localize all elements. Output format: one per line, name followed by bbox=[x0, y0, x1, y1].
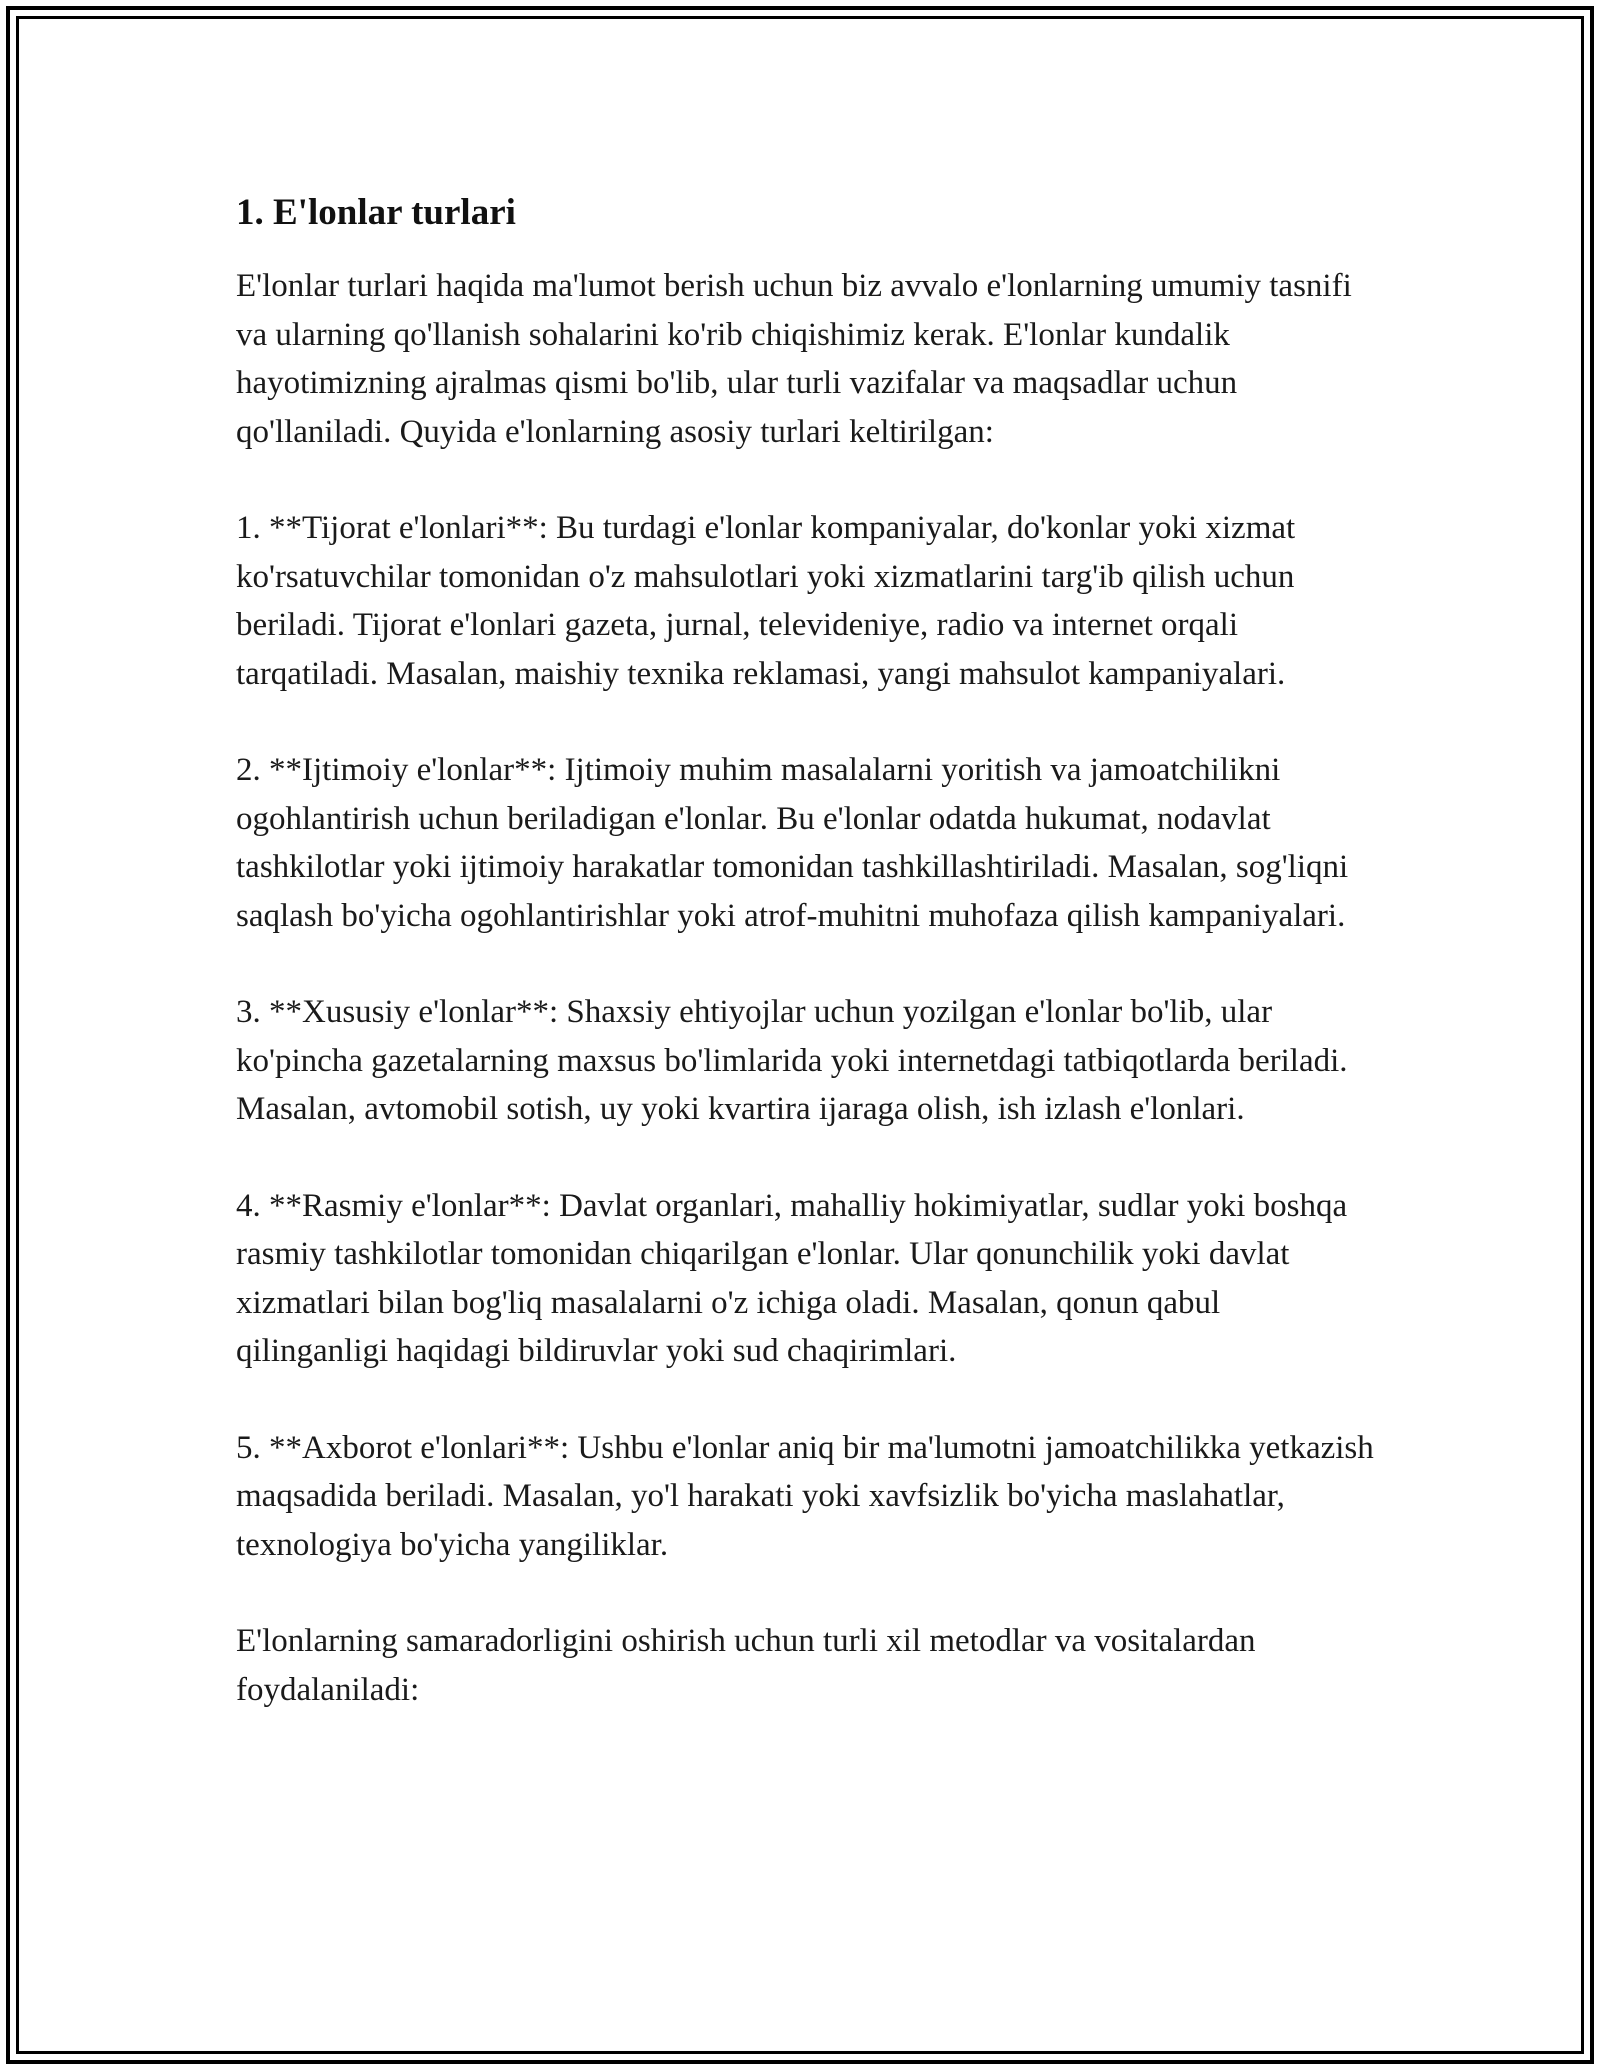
closing-paragraph: E'lonlarning samaradorligini oshirish uchun turli xil metodlar va vositalardan foydalaniladi: bbox=[236, 1623, 1256, 1708]
intro-paragraph: E'lonlar turlari haqida ma'lumot berish uchun biz avvalo e'lonlarning umumiy tasnifi va ularning qo'llanish sohalarini ko'rib chiqishimiz kerak. E'lonlar kundalik hayotimizning ajralmas qismi bo'lib, ular turli vazifalar va maqsadlar uchun qo'llaniladi. Quyida e'lonlarning asosiy turlari keltirilgan: bbox=[236, 268, 1352, 450]
section-heading: 1. E'lonlar turlari bbox=[236, 192, 516, 233]
list-item-information-ads: 5. **Axborot e'lonlari**: Ushbu e'lonlar aniq bir ma'lumotni jamoatchilikka yetkazish maqsadida beriladi. Masalan, yo'l harakati yoki xavfsizlik bo'yicha maslahatlar, texnologiya bo'yicha yangiliklar. bbox=[236, 1429, 1374, 1563]
list-item-private-ads: 3. **Xususiy e'lonlar**: Shaxsiy ehtiyojlar uchun yozilgan e'lonlar bo'lib, ular ko'pincha gazetalarning maxsus bo'limlarida yoki internetdagi tatbiqotlarda beriladi. Masalan, avtomobil sotish, uy yoki kvartira ijaraga olish, ish izlash e'lonlari. bbox=[236, 994, 1348, 1127]
list-item-social-ads: 2. **Ijtimoiy e'lonlar**: Ijtimoiy muhim masalalarni yoritish va jamoatchilikni ogohlantirish uchun beriladigan e'lonlar. Bu e'lonlar odatda hukumat, nodavlat tashkilotlar yoki ijtimoiy harakatlar tomonidan tashkillashtiriladi. Masalan, sog'liqni saqlash bo'yicha ogohlantirishlar yoki atrof-muhitni muhofaza qilish kampaniyalari. bbox=[236, 752, 1349, 934]
list-item-commercial-ads: 1. **Tijorat e'lonlari**: Bu turdagi e'lonlar kompaniyalar, do'konlar yoki xizmat ko'rsatuvchilar tomonidan o'z mahsulotlari yoki xizmatlarini targ'ib qilish uchun beriladi. Tijorat e'lonlari gazeta, jurnal, televideniye, radio va internet orqali tarqatiladi. Masalan, maishiy texnika reklamasi, yangi mahsulot kampaniyalari. bbox=[236, 510, 1296, 692]
document-body bbox=[236, 186, 1376, 1714]
list-item-official-ads: 4. **Rasmiy e'lonlar**: Davlat organlari, mahalliy hokimiyatlar, sudlar yoki boshqa rasmiy tashkilotlar tomonidan chiqarilgan e'lonlar. Ular qonunchilik yoki davlat xizmatlari bilan bog'liq masalalarni o'z ichiga oladi. Masalan, qonun qabul qilinganligi haqidagi bildiruvlar yoki sud chaqirimlari. bbox=[236, 1187, 1348, 1369]
